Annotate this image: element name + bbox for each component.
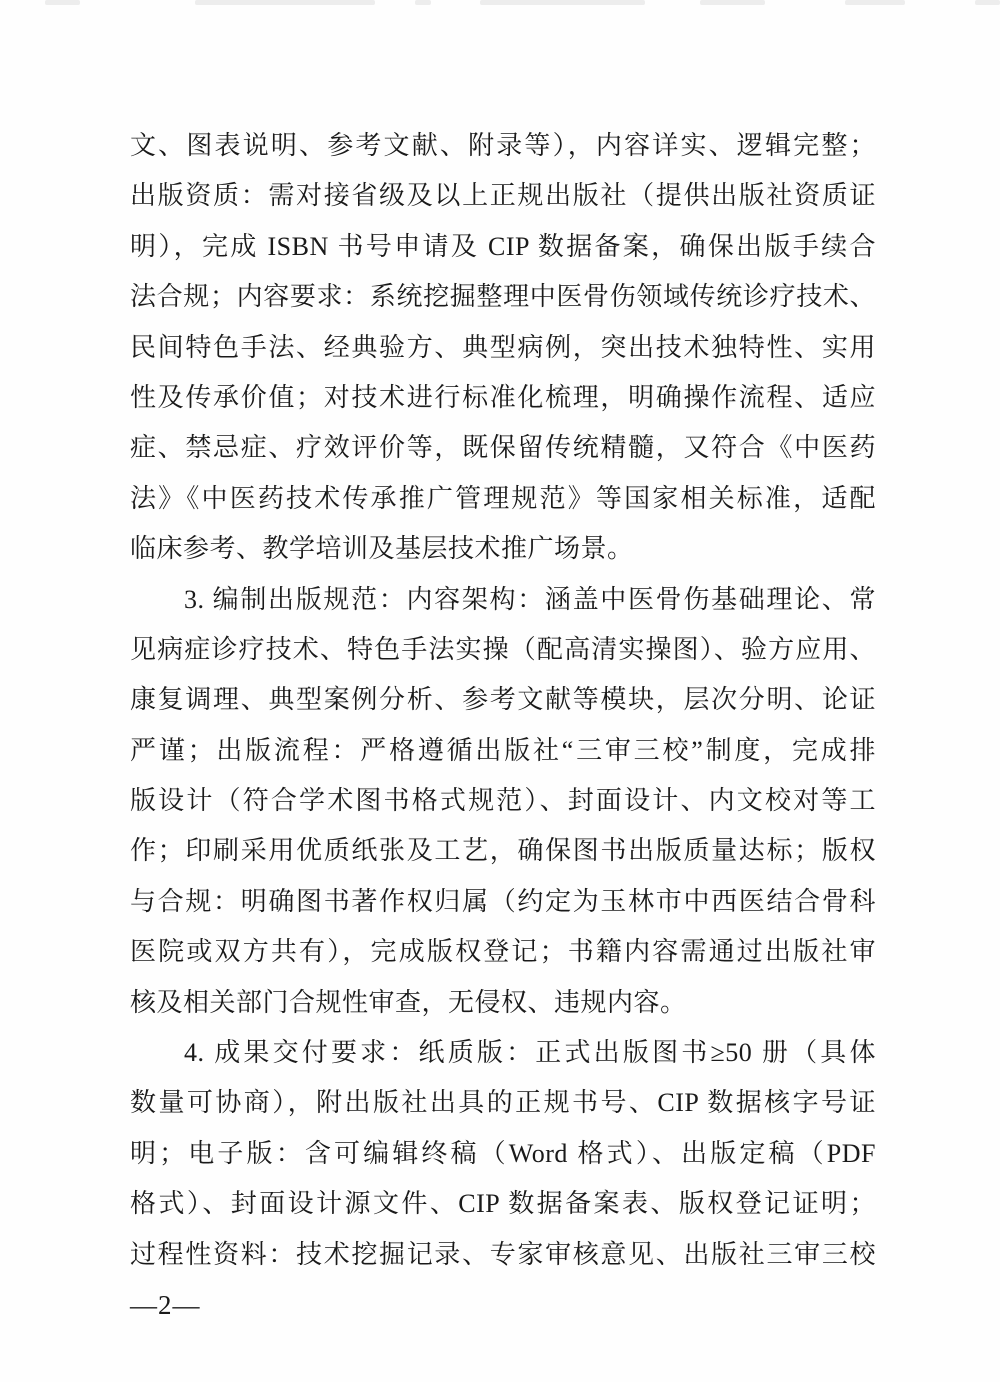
scan-artifact (700, 0, 765, 5)
scan-artifact (45, 0, 80, 5)
text-line: 版设计（符合学术图书格式规范）、封面设计、内文校对等工 (130, 786, 876, 816)
text-line: 严谨；出版流程：严格遵循出版社“三审三校”制度，完成排 (130, 735, 876, 765)
text-line: 过程性资料：技术挖掘记录、专家审核意见、出版社三审三校 (130, 1239, 876, 1269)
text-line: 症、禁忌症、疗效评价等，既保留传统精髓，又符合《中医药 (130, 433, 876, 463)
text-line: 法》《中医药技术传承推广管理规范》等国家相关标准，适配 (130, 483, 876, 513)
text-line: 出版资质：需对接省级及以上正规出版社（提供出版社资质证 (130, 181, 876, 211)
scan-artifact (480, 0, 645, 5)
page-number: —2— (130, 1290, 201, 1320)
text-line: 医院或双方共有），完成版权登记；书籍内容需通过出版社审 (130, 937, 876, 967)
text-line: 法合规；内容要求：系统挖掘整理中医骨伤领域传统诊疗技术、 (130, 282, 876, 312)
text-line-paragraph-start: 4. 成果交付要求：纸质版：正式出版图书≥50 册（具体 (184, 1038, 876, 1068)
scan-artifact-strip (0, 0, 1000, 8)
text-line: 数量可协商），附出版社出具的正规书号、CIP 数据核字号证 (130, 1088, 876, 1118)
text-line: 文、图表说明、参考文献、附录等），内容详实、逻辑完整； (130, 131, 876, 160)
text-line: 与合规：明确图书著作权归属（约定为玉林市中西医结合骨科 (130, 886, 876, 916)
scan-artifact (975, 0, 1000, 5)
text-line-paragraph-end: 核及相关部门合规性审查，无侵权、违规内容。 (130, 987, 687, 1017)
text-line: 民间特色手法、经典验方、典型病例，突出技术独特性、实用 (130, 332, 876, 362)
text-line: 格式）、封面设计源文件、CIP 数据备案表、版权登记证明； (130, 1189, 876, 1219)
text-line: 明；电子版：含可编辑终稿（Word 格式）、出版定稿（PDF (130, 1138, 876, 1168)
body-text (130, 121, 876, 1280)
text-line: 见病症诊疗技术、特色手法实操（配高清实操图）、验方应用、 (130, 634, 876, 664)
text-line: 明），完成 ISBN 书号申请及 CIP 数据备案，确保出版手续合 (130, 231, 876, 261)
text-line-paragraph-end: 临床参考、教学培训及基层技术推广场景。 (130, 534, 634, 564)
text-line: 作；印刷采用优质纸张及工艺，确保图书出版质量达标；版权 (130, 836, 876, 866)
text-line: 性及传承价值；对技术进行标准化梳理，明确操作流程、适应 (130, 382, 876, 412)
scan-artifact (195, 0, 375, 5)
text-line-paragraph-start: 3. 编制出版规范：内容架构：涵盖中医骨伤基础理论、常 (184, 584, 876, 614)
text-line: 康复调理、典型案例分析、参考文献等模块，层次分明、论证 (130, 685, 876, 715)
scan-artifact (845, 0, 905, 5)
scan-artifact (415, 0, 431, 5)
